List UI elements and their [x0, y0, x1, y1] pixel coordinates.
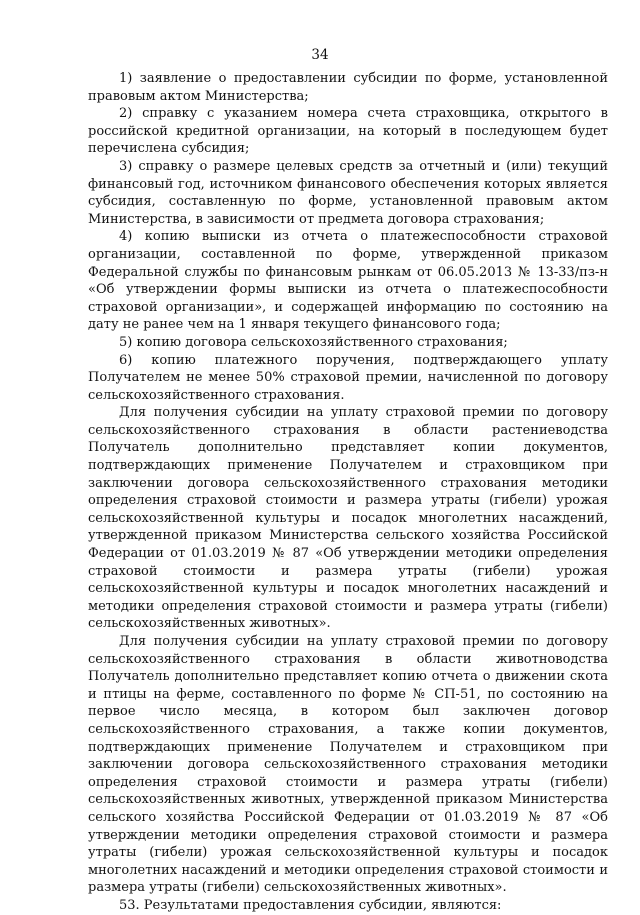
paragraph-livestock-insurance: Для получения субсидии на уплату страховой премии по договору сельскохозяйственного страхования в области животноводства Получатель дополнительно представляет копию отчета о движении скота и птицы на ферме, составленного по форме № СП-51, по состоянию на первое число месяца, в котором был заключен договор сельскохозяйственного страхования, а также копии документов, подтверждающих применение Получателем и страховщиком при заключении договора сельскохозяйственного страхования методики определения страховой стоимости и размера утраты (гибели) сельскохозяйственных животных, утвержденной приказом Министерства сельского хозяйства Российской Федерации от 01.03.2019 № 87 «Об утверждении методики определения страховой стоимости и размера утраты (гибели) урожая сельскохозяйственной культуры и посадок многолетних насаждений и методики определения страховой стоимости и размера утраты (гибели) сельскохозяйственных животных». — [88, 634, 608, 896]
paragraph-crop-insurance: Для получения субсидии на уплату страховой премии по договору сельскохозяйственного страхования в области растениеводства Получатель дополнительно представляет копии документов, подтверждающих применение Получателем и страховщиком при заключении договора сельскохозяйственного страхования методики определения страховой стоимости и размера утраты (гибели) урожая сельскохозяйственной культуры и посадок многолетних насаждений, утвержденной приказом Министерства сельского хозяйства Российской Федерации от 01.03.2019 № 87 «Об утверждении методики определения страховой стоимости и размера утраты (гибели) урожая сельскохозяйственной культуры и посадок многолетних насаждений и методики определения страховой стоимости и размера утраты (гибели) сельскохозяйственных животных». — [88, 405, 608, 632]
paragraph-item-4: 4) копию выписки из отчета о платежеспособности страховой организации, составленной по форме, утвержденной приказом Федеральной службы по финансовым рынкам от 06.05.2013 № 13-33/пз-н «Об утверждении формы выписки из отчета о платежеспособности страховой организации», и содержащей информацию по состоянию на дату не ранее чем на 1 января текущего финансового года; — [88, 229, 608, 333]
paragraph-item-1: 1) заявление о предоставлении субсидии по форме, установленной правовым актом Министерства; — [88, 71, 608, 104]
paragraph-item-3: 3) справку о размере целевых средств за отчетный и (или) текущий финансовый год, источником финансового обеспечения которых является субсидия, составленную по форме, установленной правовым актом Министерства, в зависимости от предмета договора страхования; — [88, 158, 608, 227]
paragraph-item-6: 6) копию платежного поручения, подтверждающего уплату Получателем не менее 50% страховой премии, начисленной по договору сельскохозяйственного страхования. — [88, 352, 608, 403]
paragraph-item-5: 5) копию договора сельскохозяйственного страхования; — [119, 334, 508, 350]
document-body — [88, 70, 608, 915]
paragraph-section-53: 53. Результатами предоставления субсидии, являются: — [119, 897, 502, 913]
page-number: 34 — [311, 47, 329, 63]
paragraph-item-2: 2) справку с указанием номера счета страховщика, открытого в российской кредитной организации, на который в последующем будет перечислена субсидия; — [88, 106, 608, 157]
